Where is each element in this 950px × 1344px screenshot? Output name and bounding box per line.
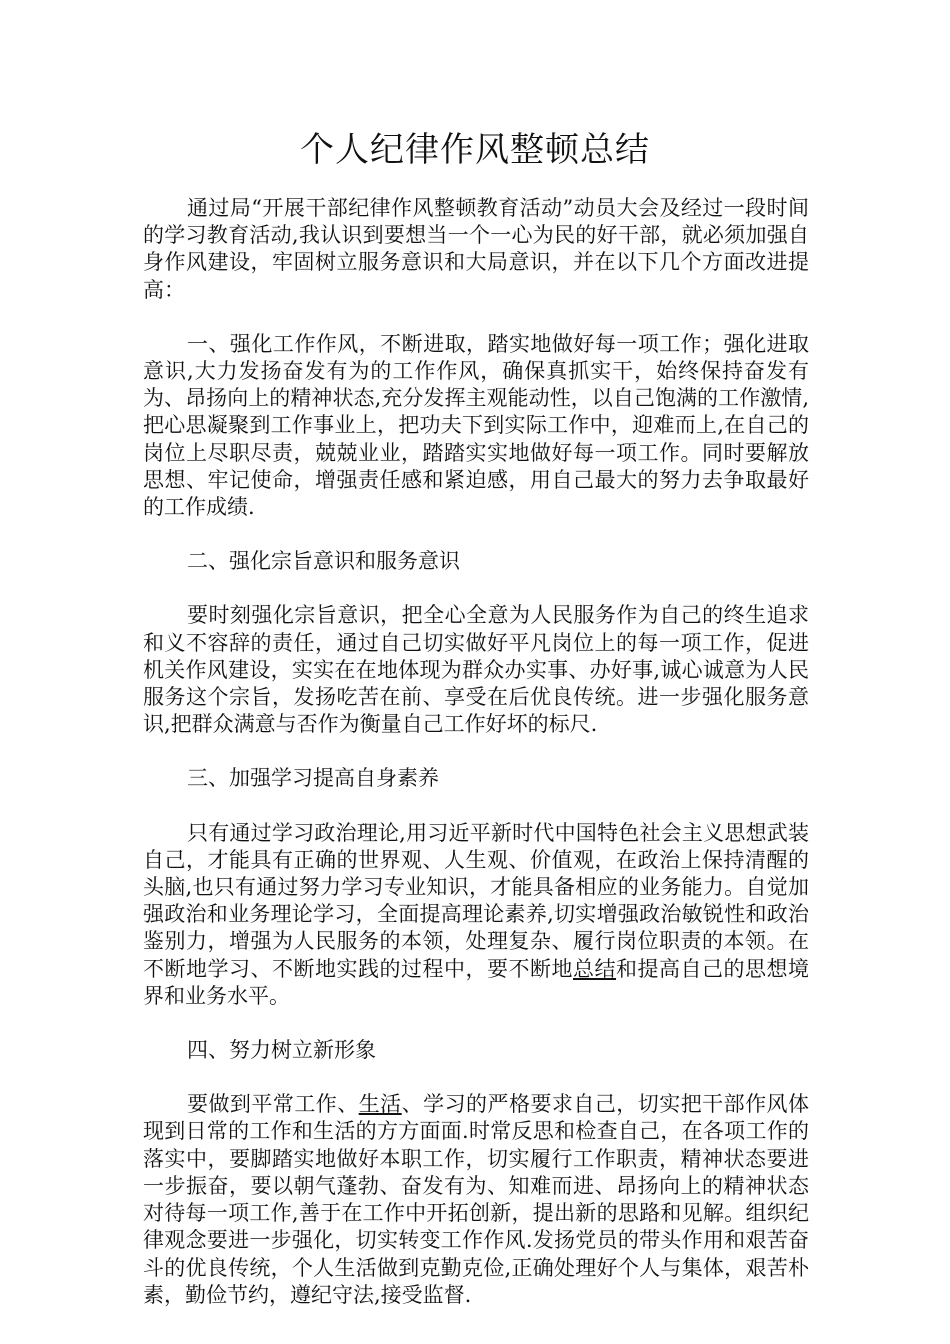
document-title: 个人纪律作风整顿总结 xyxy=(300,130,650,170)
section-4-text-after: 、学习的严格要求自己，切实把干部作风体现到日常的工作和生活的方方面面.时常反思和检查自己，在各项工作的落实中，要脚踏实地做好本职工作，切实履行工作职责，精神状态要进一步振奋，要以朝气蓬勃、奋发有为、知难而进、昂扬向上的精神状态对待每一项工作,善于在工作中开拓创新，提出新的思路和见解。组织纪律观念要进一步强化，切实转变工作作风.发扬党员的带头作用和艰苦奋斗的优良传统，个人生活做到克勤克俭,正确处理好个人与集体，艰苦朴素，勤俭节约，遵纪守法,接受监督. xyxy=(143,1092,810,1307)
section-4-heading: 四、努力树立新形象 xyxy=(187,1038,376,1063)
section-3-heading: 三、加强学习提高自身素养 xyxy=(187,766,439,791)
paragraph-spacer xyxy=(143,575,809,602)
section-2-paragraph: 要时刻强化宗旨意识，把全心全意为人民服务作为自己的终生追求和义不容辞的责任，通过自己切实做好平凡岗位上的每一项工作，促进机关作风建设，实实在在地体现为群众办实事、办好事,诚心诚意为人民服务这个宗旨，发扬吃苦在前、享受在后优良传统。进一步强化服务意识,把群众满意与否作为衡量自己工作好坏的标尺. xyxy=(143,603,809,737)
section-3-text-before: 只有通过学习政治理论,用习近平新时代中国特色社会主义思想武装自己，才能具有正确的世界观、人生观、价值观，在政治上保持清醒的头脑,也只有通过努力学习专业知识，才能具备相应的业务能力。自觉加强政治和业务理论学习，全面提高理论素养,切实增强政治敏锐性和政治鉴别力，增强为人民服务的本领，处理复杂、履行岗位职责的本领。在不断地学习、不断地实践的过程中，要不断地 xyxy=(143,820,809,981)
life-link[interactable]: 生活 xyxy=(358,1092,402,1117)
paragraph-spacer xyxy=(143,738,809,765)
section-4-text-before: 要做到平常工作、 xyxy=(187,1092,359,1117)
section-3-text-after: 和提高自己的思想境界和业务水平。 xyxy=(143,956,809,1008)
paragraph-spacer xyxy=(143,1010,809,1037)
section-4-paragraph xyxy=(143,1091,809,1309)
paragraph-spacer xyxy=(143,793,809,820)
summary-link[interactable]: 总结 xyxy=(573,956,616,981)
intro-paragraph: 通过局“开展干部纪律作风整顿教育活动”动员大会及经过一段时间的学习教育活动,我认识到要想当一个一心为民的好干部，就必须加强自身作风建设，牢固树立服务意识和大局意识，并在以下几个方面改进提高： xyxy=(143,196,809,302)
section-3-paragraph xyxy=(143,820,809,1010)
section-1-paragraph: 一、强化工作作风，不断进取，踏实地做好每一项工作；强化进取意识,大力发扬奋发有为的工作作风，确保真抓实干，始终保持奋发有为、昂扬向上的精神状态,充分发挥主观能动性，以自己饱满的工作激情,把心思凝聚到工作事业上，把功夫下到实际工作中，迎难而上,在自己的岗位上尽职尽责，兢兢业业，踏踏实实地做好每一项工作。同时要解放思想、牢记使命，增强责任感和紧迫感，用自己最大的努力去争取最好的工作成绩. xyxy=(143,331,809,520)
paragraph-spacer xyxy=(143,521,809,548)
paragraph-spacer xyxy=(143,304,809,331)
section-2-heading: 二、强化宗旨意识和服务意识 xyxy=(187,549,460,574)
paragraph-spacer xyxy=(143,1064,809,1091)
document-body xyxy=(143,195,809,1309)
